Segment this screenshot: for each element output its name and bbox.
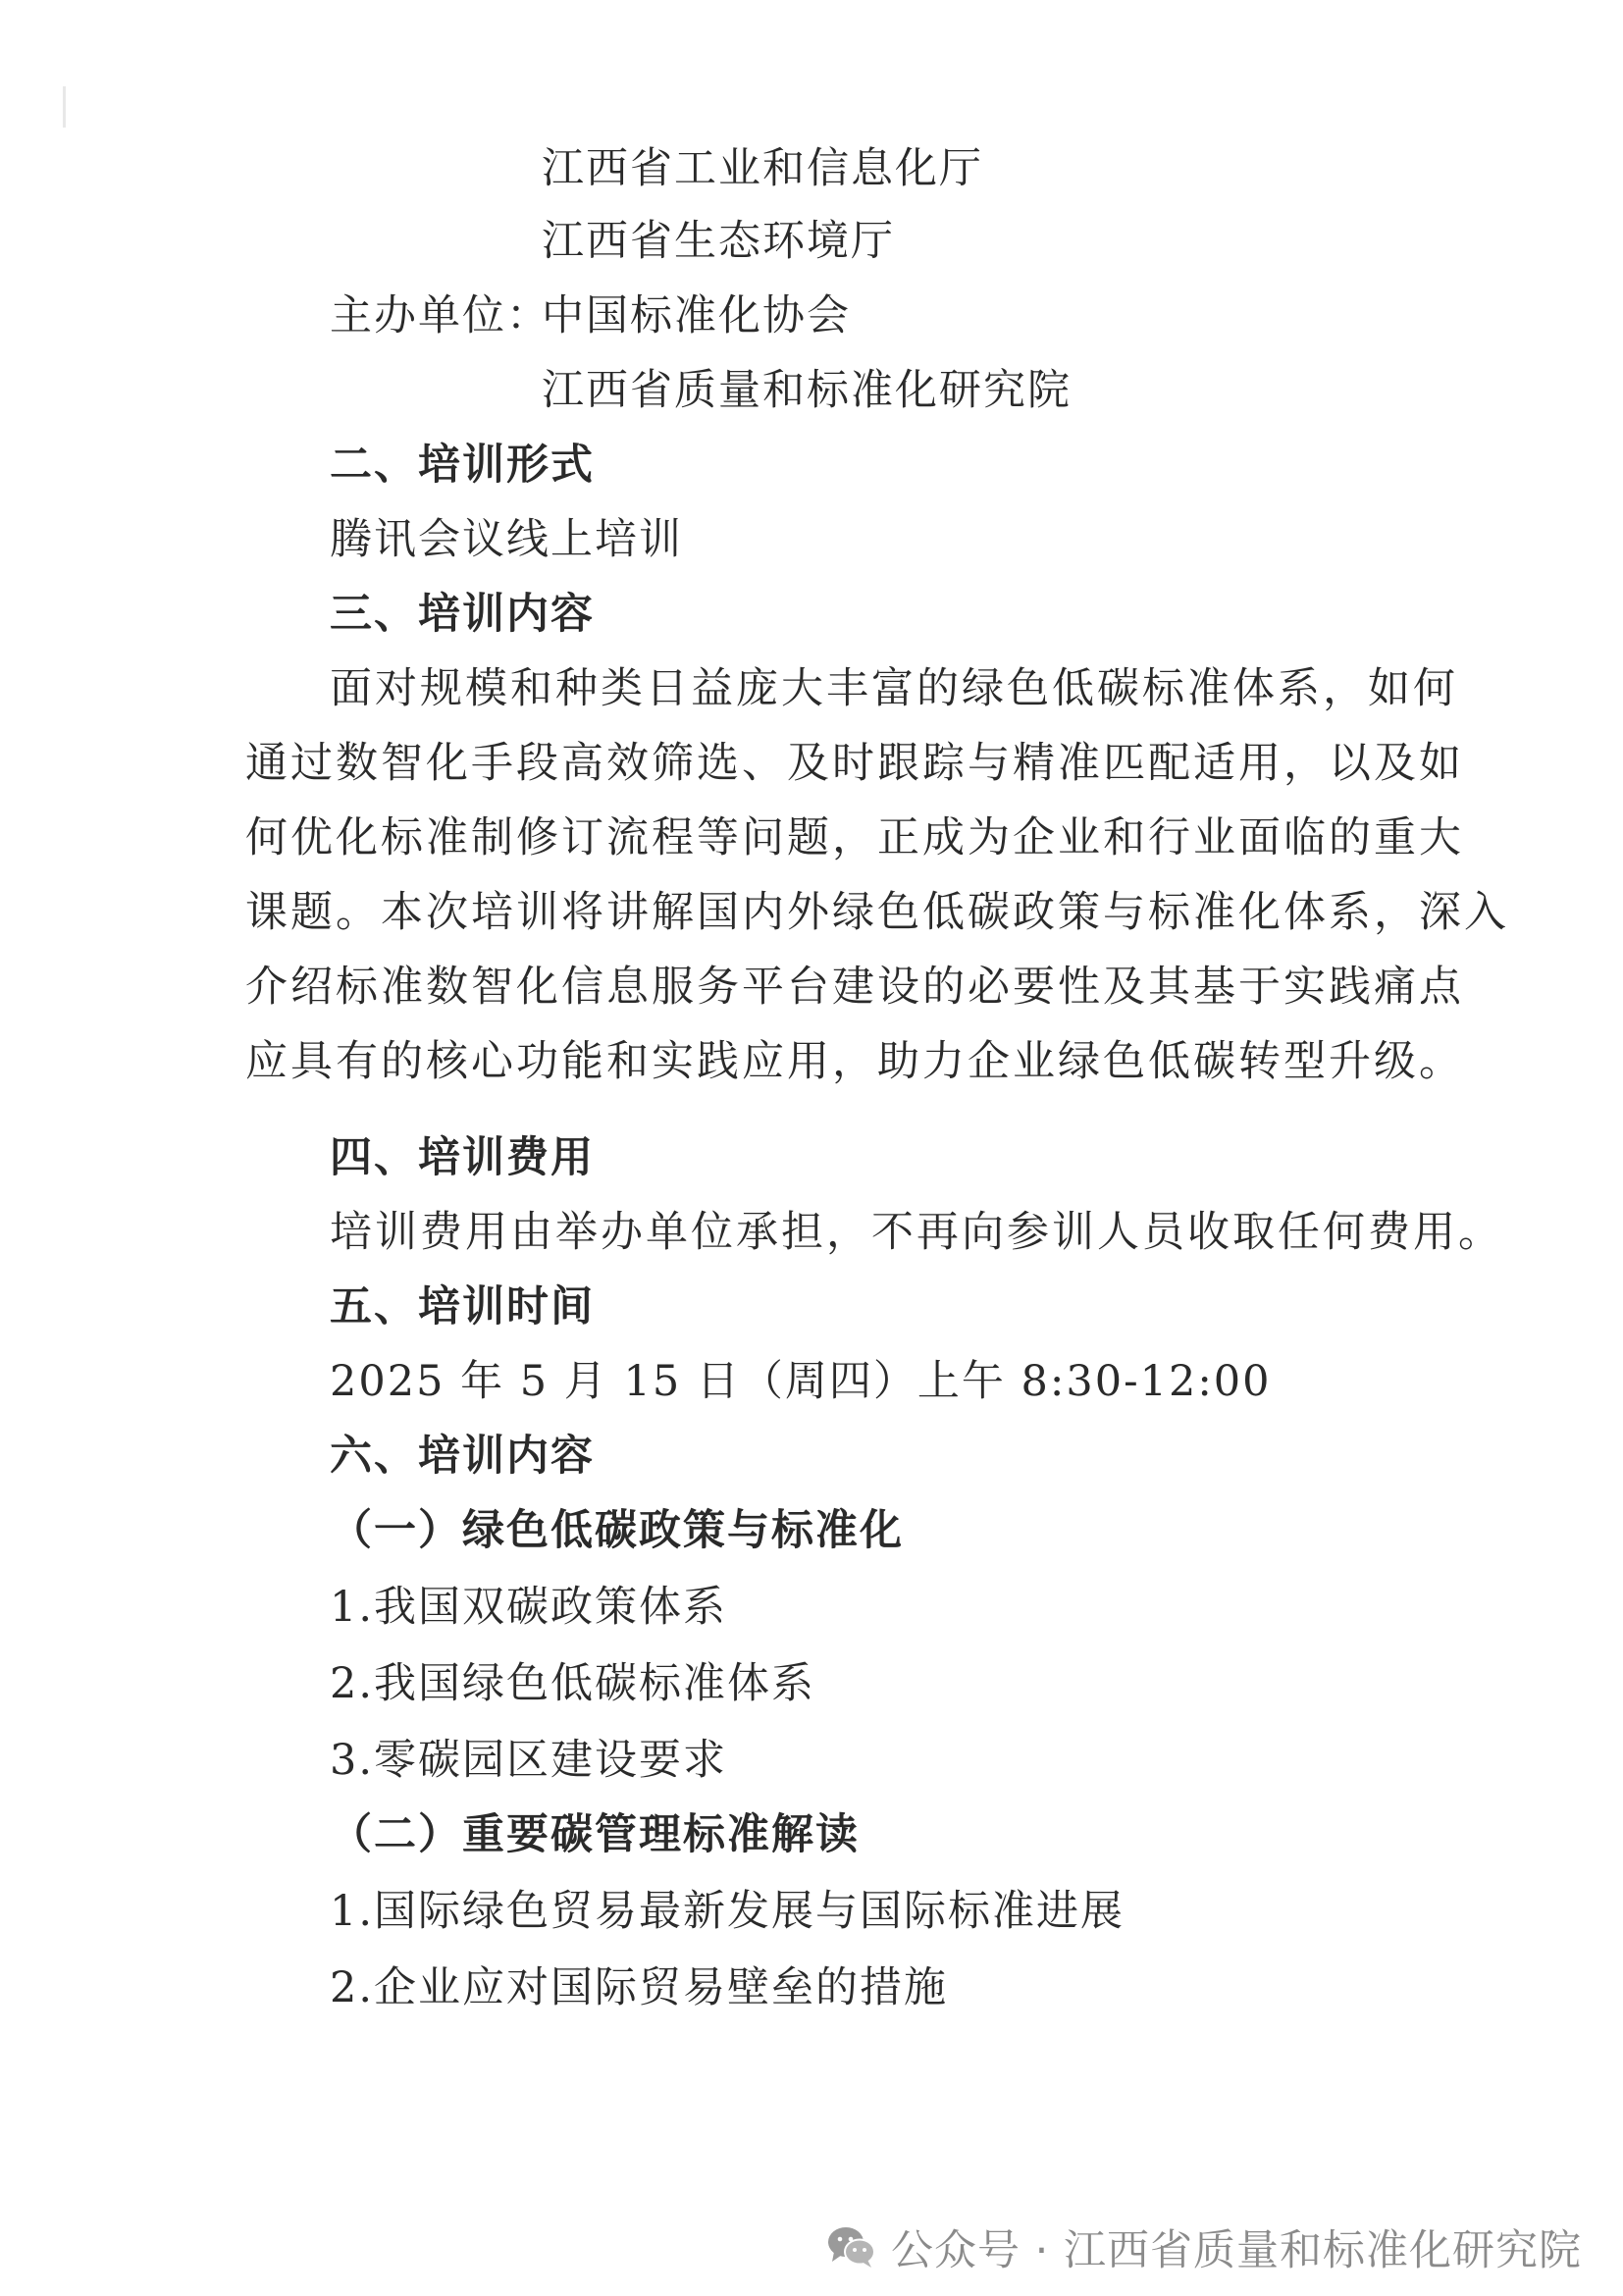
paragraph-line: 面对规模和种类日益庞大丰富的绿色低碳标准体系，如何 [330, 664, 1458, 713]
organizer-line-2: 江西省生态环境厅 [542, 217, 895, 266]
wechat-watermark [826, 2216, 1582, 2278]
section-heading-format: 二、培训形式 [330, 441, 595, 490]
section-heading-content-2: 六、培训内容 [330, 1432, 595, 1481]
host-line-2: 江西省质量和标准化研究院 [542, 366, 1072, 415]
paragraph-line: 课题。本次培训将讲解国内外绿色低碳政策与标准化体系，深入 [245, 888, 1509, 937]
section-body-format: 腾讯会议线上培训 [330, 515, 683, 564]
section-heading-content: 三、培训内容 [330, 590, 595, 639]
list-item: 2.企业应对国际贸易壁垒的措施 [330, 1963, 949, 2012]
list-item: 2.我国绿色低碳标准体系 [330, 1659, 816, 1708]
list-item: 1.我国双碳政策体系 [330, 1583, 728, 1632]
section-body-time: 2025 年 5 月 15 日（周四）上午 8:30-12:00 [330, 1357, 1272, 1406]
watermark-text: 公众号 · 江西省质量和标准化研究院 [890, 2225, 1582, 2275]
paragraph-line: 通过数智化手段高效筛选、及时跟踪与精准匹配适用，以及如 [245, 739, 1464, 788]
paragraph-line: 介绍标准数智化信息服务平台建设的必要性及其基于实践痛点 [245, 963, 1464, 1012]
subsection-heading-2: （二）重要碳管理标准解读 [330, 1810, 860, 1859]
scan-mark [63, 86, 66, 128]
list-item: 3.零碳园区建设要求 [330, 1736, 728, 1785]
subsection-heading-1: （一）绿色低碳政策与标准化 [330, 1506, 904, 1555]
section-body-fees: 培训费用由举办单位承担，不再向参训人员收取任何费用。 [330, 1208, 1503, 1257]
host-label: 主办单位： [330, 291, 550, 340]
organizer-line-1: 江西省工业和信息化厅 [542, 144, 983, 193]
wechat-icon [826, 2224, 877, 2270]
section-heading-fees: 四、培训费用 [330, 1133, 595, 1182]
paragraph-line: 何优化标准制修订流程等问题，正成为企业和行业面临的重大 [245, 813, 1464, 862]
section-heading-time: 五、培训时间 [330, 1282, 595, 1331]
paragraph-line: 应具有的核心功能和实践应用，助力企业绿色低碳转型升级。 [245, 1037, 1464, 1086]
host-line-1: 中国标准化协会 [542, 291, 851, 340]
list-item: 1.国际绿色贸易最新发展与国际标准进展 [330, 1887, 1126, 1936]
